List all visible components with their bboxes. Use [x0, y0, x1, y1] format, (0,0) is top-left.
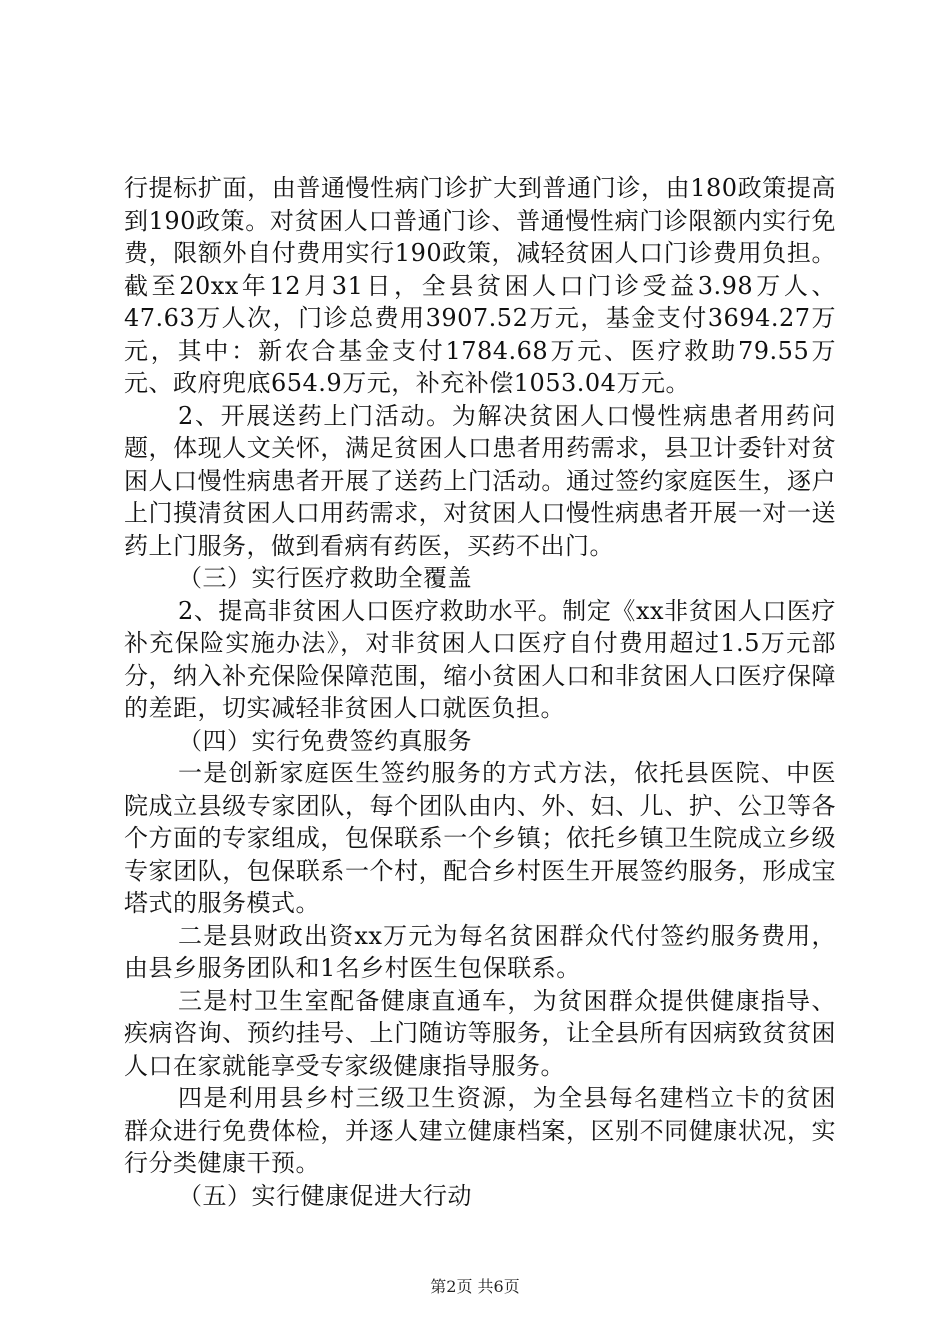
- paragraph-item-four: 四是利用县乡村三级卫生资源，为全县每名建档立卡的贫困群众进行免费体检，并逐人建立健康档案，区别不同健康状况，实行分类健康干预。: [124, 1084, 836, 1177]
- section-heading-5: （五）实行健康促进大行动: [178, 1181, 472, 1210]
- paragraph-non-poor-assistance: 2、提高非贫困人口医疗救助水平。制定《xx非贫困人口医疗补充保险实施办法》，对非贫困人口医疗自付费用超过1.5万元部分，纳入补充保险保障范围，缩小贫困人口和非贫困人口医疗保障的差距，切实减轻非贫困人口就医负担。: [124, 596, 836, 722]
- paragraph-item-one: 一是创新家庭医生签约服务的方式方法，依托县医院、中医院成立县级专家团队，每个团队由内、外、妇、儿、护、公卫等各个方面的专家组成，包保联系一个乡镇；依托乡镇卫生院成立乡级专家团队，包保联系一个村，配合乡村医生开展签约服务，形成宝塔式的服务模式。: [124, 759, 836, 917]
- paragraph-item-two: 二是县财政出资xx万元为每名贫困群众代付签约服务费用，由县乡服务团队和1名乡村医生包保联系。: [124, 921, 836, 982]
- paragraph-continuation: 行提标扩面，由普通慢性病门诊扩大到普通门诊，由180政策提高到190政策。对贫困人口普通门诊、普通慢性病门诊限额内实行免费，限额外自付费用实行190政策，减轻贫困人口门诊费用负担。截至20xx年12月31日，全县贫困人口门诊受益3.98万人、47.63万人次，门诊总费用3907.52万元，基金支付3694.27万元，其中：新农合基金支付1784.68万元、医疗救助79.55万元、政府兜底654.9万元，补充补偿1053.04万元。: [124, 174, 836, 397]
- section-heading-4: （四）实行免费签约真服务: [178, 726, 472, 755]
- paragraph-item-three: 三是村卫生室配备健康直通车，为贫困群众提供健康指导、疾病咨询、预约挂号、上门随访等服务，让全县所有因病致贫贫困人口在家就能享受专家级健康指导服务。: [124, 986, 836, 1080]
- document-body: [124, 172, 836, 1212]
- paragraph-medicine-delivery: 2、开展送药上门活动。为解决贫困人口慢性病患者用药问题，体现人文关怀，满足贫困人口患者用药需求，县卫计委针对贫困人口慢性病患者开展了送药上门活动。通过签约家庭医生，逐户上门摸清贫困人口用药需求，对贫困人口慢性病患者开展一对一送药上门服务，做到看病有药医，买药不出门。: [124, 401, 836, 560]
- page-number-footer: 第2页 共6页: [430, 1277, 520, 1296]
- section-heading-3: （三）实行医疗救助全覆盖: [178, 564, 472, 592]
